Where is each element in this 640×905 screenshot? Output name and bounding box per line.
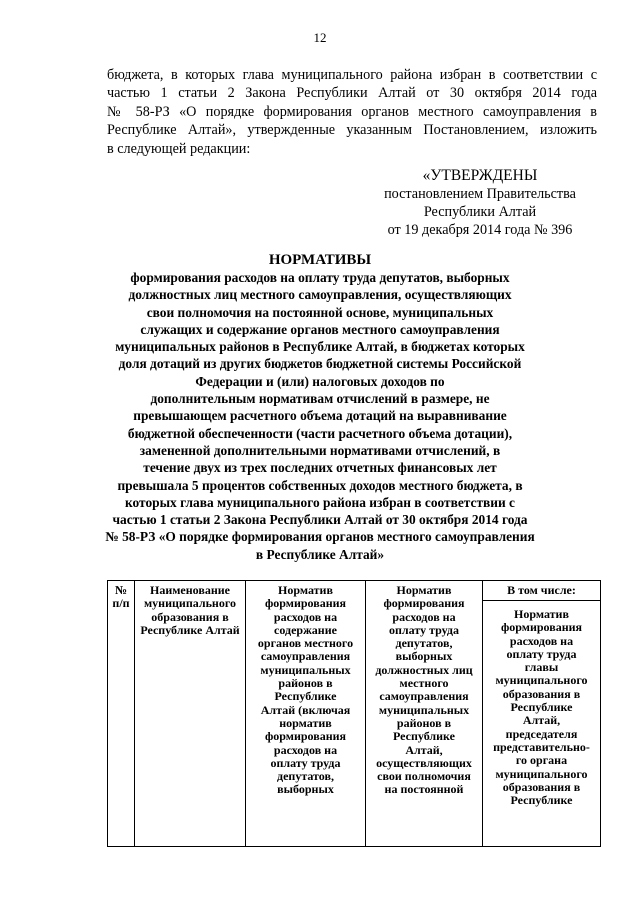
cell-line: депутатов, [395, 636, 453, 651]
including-label: В том числе: [507, 583, 576, 597]
subtitle-line: бюджетной обеспеченности (части расчетного объема дотации), [127, 425, 513, 441]
subtitle-line: превышающем расчетного объема дотаций на выравнивание [133, 408, 507, 424]
intro-line: № 58-РЗ «О порядке формирования органов местного самоуправления в [107, 103, 597, 120]
cell-line: Алтай, [405, 742, 443, 757]
cell-line: оплату труда [506, 646, 577, 661]
header-cell-norm-deputies [366, 581, 483, 847]
approval-line: Республики Алтай [423, 204, 537, 220]
cell-line: муниципальных [378, 702, 470, 717]
cell-line: выборных [395, 649, 453, 664]
cell-line: п/п [112, 596, 130, 611]
page-number: 12 [313, 30, 327, 45]
subtitle-line: свои полномочия на постоянной основе, муниципальных [146, 304, 494, 320]
intro-paragraph [107, 66, 597, 158]
normatives-table [107, 580, 601, 847]
cell-line: выборных [277, 782, 334, 797]
subtitle-line: Федерации и (или) налоговых доходов по [195, 373, 445, 389]
cell-line: расходов на [392, 609, 456, 624]
subtitle-line: которых глава муниципального района избран в соответствии с [125, 494, 515, 510]
cell-line: Республике [392, 729, 455, 744]
cell-line: Норматив [514, 607, 569, 621]
cell-line: самоуправления [379, 689, 469, 704]
cell-line: образования в [151, 609, 229, 624]
cell-line: расходов на [273, 742, 338, 757]
cell-line: местного [399, 676, 449, 691]
cell-line: осуществляющих [376, 755, 472, 770]
cell-line: Алтай, [522, 713, 561, 728]
intro-line: Республике Алтай», утвержденные указанным Постановлением, изложить [107, 122, 597, 139]
subtitle-line: формирования расходов на оплату труда депутатов, выборных [130, 270, 510, 285]
approval-line: от 19 декабря 2014 года № 396 [387, 222, 573, 238]
cell-line: представительно- [493, 739, 590, 754]
cell-line: оплату труда [270, 755, 341, 770]
intro-line: бюджета, в которых глава муниципального района избран в соответствии с [107, 67, 597, 83]
cell-line: расходов на [509, 633, 574, 648]
subtitle-line: дополнительным нормативам отчислений в размере, не [150, 391, 490, 407]
subtitle-line: частью 1 статьи 2 Закона Республики Алтай от 30 октября 2014 года [112, 512, 528, 528]
approval-line: постановлением Правительства [384, 186, 576, 202]
cell-line: формирования [383, 596, 465, 611]
document-subtitle [100, 269, 540, 563]
cell-line: муниципальных [260, 662, 351, 677]
cell-line: Республике [274, 689, 337, 704]
subtitle-line: должностных лиц местного самоуправления, осуществляющих [128, 287, 512, 303]
cell-line: оплату труда [389, 622, 459, 637]
subtitle-line: замененной дополнительными нормативами отчислений, в [139, 442, 501, 458]
cell-line: районов в [396, 715, 452, 730]
cell-line: формирования [264, 596, 347, 611]
cell-line: главы [524, 660, 559, 675]
subtitle-line: № 58-РЗ «О порядке формирования органов местного самоуправления [105, 529, 535, 545]
cell-line: председателя [505, 726, 578, 741]
subtitle-line: служащих и содержание органов местного самоуправления [140, 321, 500, 337]
document-title: НОРМАТИВЫ [268, 252, 372, 268]
cell-line: самоуправления [260, 649, 351, 664]
subtitle-line: муниципальных районов в Республике Алтай, в бюджетах которых [115, 339, 525, 355]
approval-heading: «УТВЕРЖДЕНЫ [422, 167, 538, 184]
header-cell-including [483, 581, 601, 601]
cell-line: муниципального [495, 766, 588, 781]
cell-line: Наименование [150, 583, 230, 597]
cell-line: образования в [502, 779, 581, 794]
cell-line: депутатов, [277, 769, 334, 784]
cell-line: Норматив [278, 583, 333, 597]
cell-line: должностных лиц [375, 662, 473, 677]
cell-line: формирования [500, 620, 583, 635]
cell-line: свои полномочия [377, 769, 471, 784]
cell-line: органов местного [257, 636, 354, 651]
cell-line: Норматив [396, 583, 452, 597]
cell-line: № [114, 583, 128, 597]
intro-line: частью 1 статьи 2 Закона Республики Алтай от 30 октября 2014 года [107, 85, 597, 102]
cell-line: образования в [502, 686, 581, 701]
cell-line: Республике [510, 793, 573, 808]
cell-line: го органа [515, 753, 568, 768]
cell-line: районов в [278, 676, 333, 691]
header-cell-municipality [135, 581, 246, 847]
cell-line: норматив [279, 715, 332, 730]
cell-line: на постоянной [384, 782, 464, 797]
cell-line: формирования [264, 729, 347, 744]
header-cell-norm-head [483, 601, 601, 847]
subtitle-line: доля дотаций из других бюджетов бюджетной системы Российской [118, 356, 522, 372]
subtitle-line: течение двух из трех последних отчетных финансовых лет [143, 460, 497, 476]
cell-line: Алтай (включая [260, 702, 351, 717]
cell-line: содержание [274, 622, 337, 637]
subtitle-line: в Республике Алтай» [255, 546, 385, 562]
cell-line: Республике [510, 700, 573, 715]
cell-line: муниципального [495, 673, 588, 688]
approval-block [360, 166, 600, 239]
header-cell-norm-maintenance [246, 581, 366, 847]
cell-line: Республике Алтай [140, 622, 240, 637]
intro-line: в следующей редакции: [107, 140, 251, 157]
cell-line: муниципального [144, 596, 236, 611]
subtitle-line: превышала 5 процентов собственных доходов местного бюджета, в [117, 477, 523, 493]
header-cell-number [108, 581, 135, 847]
cell-line: расходов на [273, 609, 338, 624]
